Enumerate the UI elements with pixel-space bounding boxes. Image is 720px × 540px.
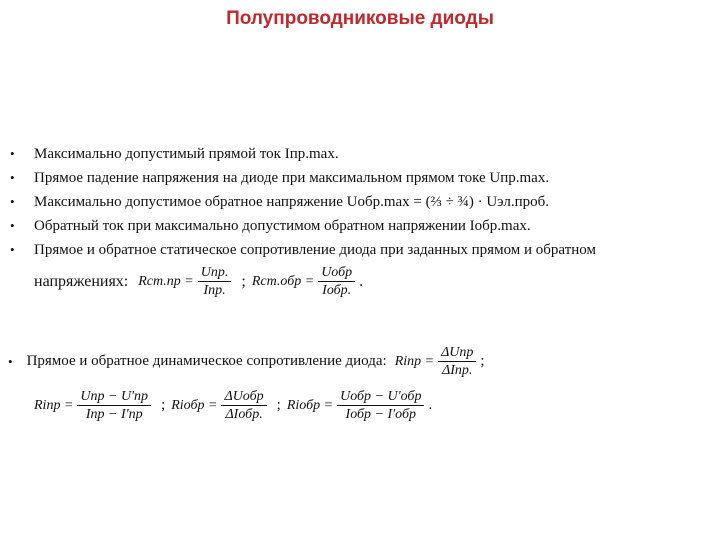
list-item-text: Максимально допустимое обратное напряжение Uобр.max = (⅔ ÷ ¾) · Uэл.проб. bbox=[34, 194, 549, 210]
dynamic-formula-row bbox=[34, 388, 432, 423]
dynamic-item-text: Прямое и обратное динамическое сопротивление диода: bbox=[26, 353, 387, 369]
bullet-icon: • bbox=[10, 170, 15, 185]
list-item-text: Прямое и обратное статическое сопротивление диода при заданных прямом и обратном bbox=[34, 242, 596, 258]
list-item-text: Максимально допустимый прямой ток Iпр.max. bbox=[34, 146, 339, 162]
list-item-text: Обратный ток при максимально допустимом обратном напряжении Iобр.max. bbox=[34, 218, 531, 234]
bullet-list bbox=[8, 142, 716, 299]
formula-lhs: Riобр = bbox=[286, 397, 334, 413]
formula-lhs: Riпр = bbox=[34, 397, 74, 413]
fraction-numerator: Uпр − U'пр bbox=[77, 388, 151, 406]
bullet-icon: • bbox=[10, 146, 15, 161]
formula-separator: ; bbox=[276, 397, 281, 413]
list-item bbox=[8, 238, 716, 262]
static-formula-label: напряжениях: bbox=[34, 272, 129, 290]
fraction bbox=[198, 264, 232, 299]
bullet-icon: • bbox=[10, 242, 15, 257]
slide-title: Полупроводниковые диоды bbox=[226, 8, 494, 29]
fraction-numerator: Uобр bbox=[318, 264, 355, 282]
list-item bbox=[8, 166, 716, 190]
formula-end: . bbox=[359, 272, 364, 290]
bullet-icon: • bbox=[10, 218, 15, 233]
fraction-denominator: Iпр − I'пр bbox=[85, 407, 143, 422]
list-item-text: Прямое падение напряжения на диоде при максимальном прямом токе Uпр.max. bbox=[34, 170, 550, 186]
static-formula-row bbox=[34, 264, 716, 299]
fraction bbox=[77, 388, 151, 423]
fraction-numerator: ΔUобр bbox=[221, 388, 266, 406]
fraction-numerator: Uпр. bbox=[198, 264, 232, 282]
fraction-denominator: Iпр. bbox=[203, 283, 226, 298]
fraction bbox=[438, 344, 476, 379]
list-item bbox=[8, 190, 716, 214]
fraction bbox=[221, 388, 266, 423]
fraction bbox=[337, 388, 424, 423]
fraction-denominator: Iобр. bbox=[322, 283, 352, 298]
fraction-denominator: Iобр − I'обр bbox=[345, 407, 417, 422]
formula-separator: ; bbox=[161, 397, 166, 413]
dynamic-item bbox=[8, 344, 716, 379]
formula-lhs: Rст.пр = bbox=[138, 273, 194, 289]
fraction-numerator: ΔUпр bbox=[438, 344, 476, 362]
fraction bbox=[318, 264, 355, 299]
fraction-denominator: ΔIобр. bbox=[225, 407, 263, 422]
formula-lhs: Rст.обр = bbox=[251, 273, 315, 289]
list-item bbox=[8, 142, 716, 166]
formula-end: . bbox=[428, 397, 433, 413]
formula-lhs: Riпр = bbox=[394, 353, 435, 369]
fraction-denominator: ΔIпр. bbox=[442, 363, 473, 378]
formula-lhs: Riобр = bbox=[171, 397, 218, 413]
bullet-icon: • bbox=[8, 353, 13, 369]
formula-separator: ; bbox=[480, 353, 485, 369]
bullet-icon: • bbox=[10, 194, 15, 209]
list-item bbox=[8, 214, 716, 238]
fraction-numerator: Uобр − U'обр bbox=[337, 388, 424, 406]
formula-separator: ; bbox=[241, 272, 246, 290]
